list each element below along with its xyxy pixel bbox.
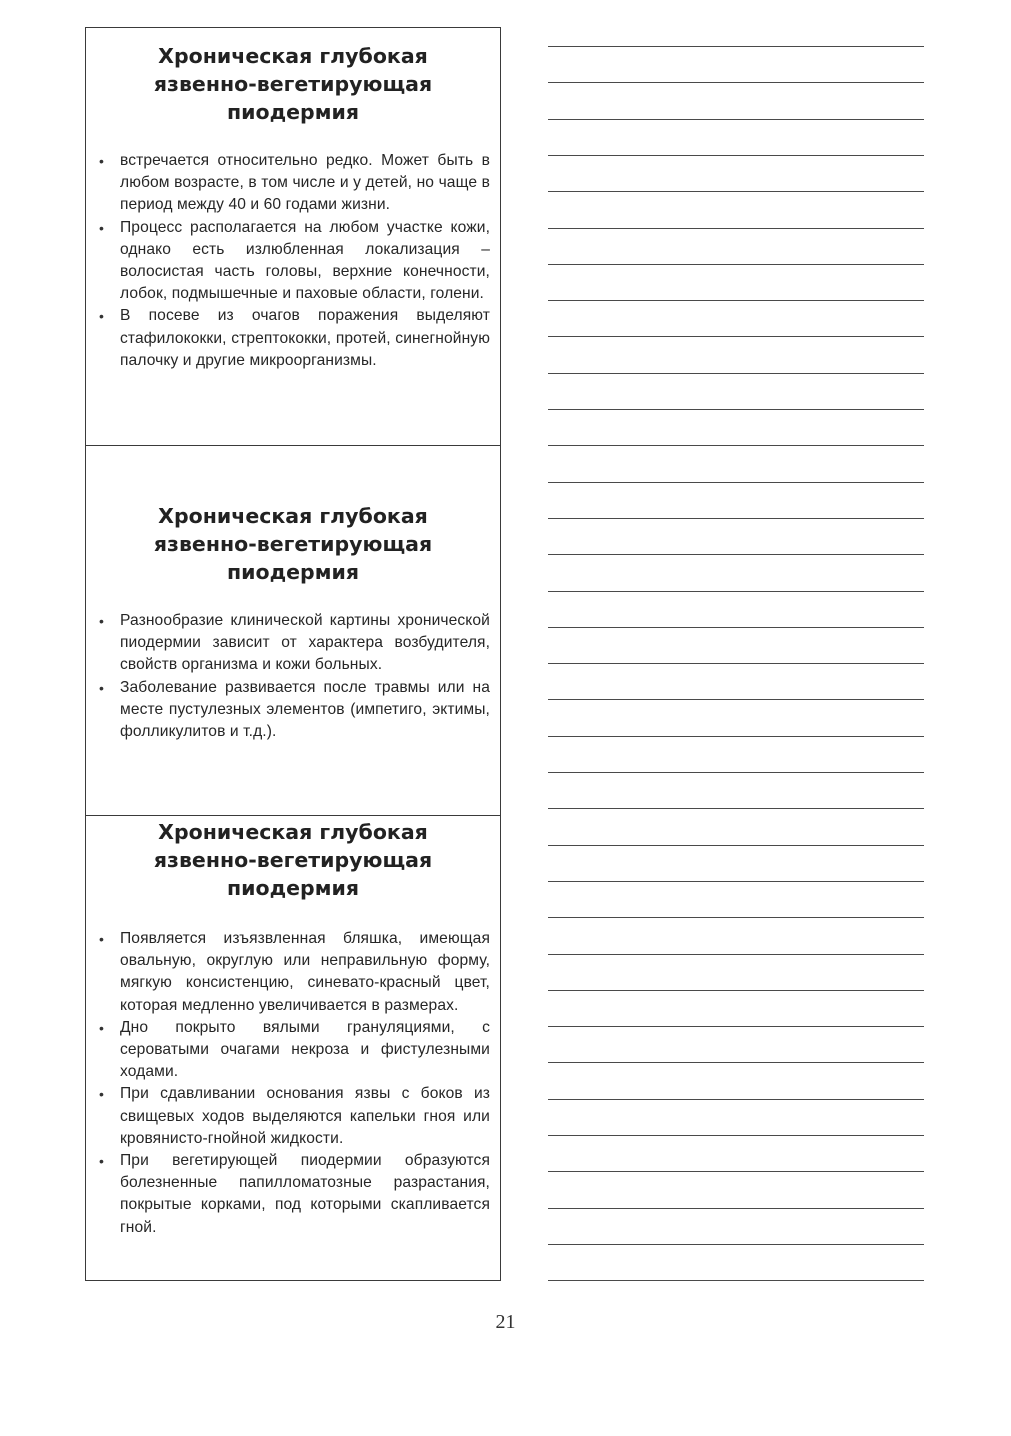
bullet-icon: • — [99, 679, 105, 696]
bullet-text: Заболевание развивается после травмы или на месте пустулезных элементов (импетиго, эктимы, фолликулитов и т.д.). — [120, 678, 490, 741]
bullet-icon: • — [99, 931, 105, 947]
ruled-line — [548, 808, 924, 809]
ruled-line — [548, 736, 924, 737]
ruled-line — [548, 264, 924, 265]
bullet-list — [94, 150, 492, 372]
list-item — [94, 150, 492, 217]
ruled-line — [548, 155, 924, 156]
bullet-text: Дно покрыто вялыми грануляциями, с сероватыми очагами некроза и фистулезными ходами. — [120, 1018, 490, 1081]
ruled-line — [548, 554, 924, 555]
ruled-line — [548, 954, 924, 955]
bullet-icon: • — [99, 1153, 105, 1170]
slide-title: Хроническая глубокая язвенно-вегетирующая пиодермия — [153, 504, 433, 584]
ruled-line — [548, 482, 924, 483]
bullet-text: При вегетирующей пиодермии образуются болезненные папилломатозные разрастания, покрытые корками, под которыми скапливается гной. — [120, 1152, 490, 1236]
bullet-text: В посеве из очагов поражения выделяют стафилококки, стрептококки, протей, синегнойную палочку и другие микроорганизмы. — [120, 307, 490, 369]
ruled-line — [548, 663, 924, 664]
ruled-line — [548, 1026, 924, 1027]
ruled-line — [548, 300, 924, 301]
ruled-line — [548, 1171, 924, 1172]
ruled-line — [548, 1062, 924, 1063]
ruled-line — [548, 336, 924, 337]
bullet-icon: • — [99, 308, 105, 325]
bullet-text: Появляется изъязвленная бляшка, имеющая овальную, округлую или неправильную форму, мягкую консистенцию, синевато-красный цвет, которая медленно увеличивается в размерах. — [120, 930, 490, 1014]
ruled-line — [548, 445, 924, 446]
slides-column — [85, 27, 501, 1281]
slide-1 — [86, 28, 500, 446]
bullet-text: встречается относительно редко. Может быть в любом возрасте, в том числе и у детей, но чаще в период между 40 и 60 годами жизни. — [120, 152, 490, 214]
slide-title: Хроническая глубокая язвенно-вегетирующая пиодермия — [153, 44, 433, 124]
bullet-text: Процесс располагается на любом участке кожи, однако есть излюбленная локализация – волосистая часть головы, верхние конечности, лобок, подмышечные и паховые области, голени. — [120, 218, 490, 303]
bullet-list — [94, 610, 492, 743]
ruled-line — [548, 627, 924, 628]
ruled-line — [548, 1099, 924, 1100]
list-item — [94, 217, 492, 306]
ruled-line — [548, 191, 924, 192]
list-item — [94, 305, 492, 372]
ruled-line — [548, 409, 924, 410]
ruled-line — [548, 591, 924, 592]
list-item — [94, 928, 492, 1017]
list-item — [94, 1083, 492, 1150]
ruled-line — [548, 881, 924, 882]
bullet-icon: • — [99, 1086, 105, 1103]
bullet-icon: • — [99, 219, 105, 236]
ruled-line — [548, 772, 924, 773]
ruled-line — [548, 1244, 924, 1245]
ruled-line — [548, 518, 924, 519]
slide-2 — [86, 446, 500, 816]
bullet-text: При сдавливании основания язвы с боков из свищевых ходов выделяются капельки гноя или кровянисто-гнойной жидкости. — [120, 1085, 490, 1147]
ruled-line — [548, 699, 924, 700]
page-number: 21 — [495, 1311, 516, 1333]
list-item — [94, 677, 492, 744]
list-item — [94, 1017, 492, 1084]
ruled-line — [548, 990, 924, 991]
ruled-line — [548, 119, 924, 120]
ruled-line — [548, 228, 924, 229]
ruled-line — [548, 373, 924, 374]
ruled-line — [548, 1135, 924, 1136]
bullet-text: Разнообразие клинической картины хронической пиодермии зависит от характера возбудителя, свойств организма и кожи больных. — [120, 612, 490, 674]
ruled-line — [548, 82, 924, 83]
ruled-line — [548, 1208, 924, 1209]
ruled-line — [548, 46, 924, 47]
ruled-line — [548, 845, 924, 846]
bullet-icon: • — [99, 1019, 105, 1036]
list-item — [94, 610, 492, 677]
bullet-list — [94, 928, 492, 1239]
slide-title: Хроническая глубокая язвенно-вегетирующая пиодермия — [153, 820, 433, 900]
slide-3 — [86, 816, 500, 1282]
bullet-icon: • — [99, 153, 105, 169]
bullet-icon: • — [99, 613, 105, 629]
ruled-notes-area — [548, 0, 924, 1300]
ruled-line — [548, 917, 924, 918]
ruled-line — [548, 1280, 924, 1281]
list-item — [94, 1150, 492, 1239]
